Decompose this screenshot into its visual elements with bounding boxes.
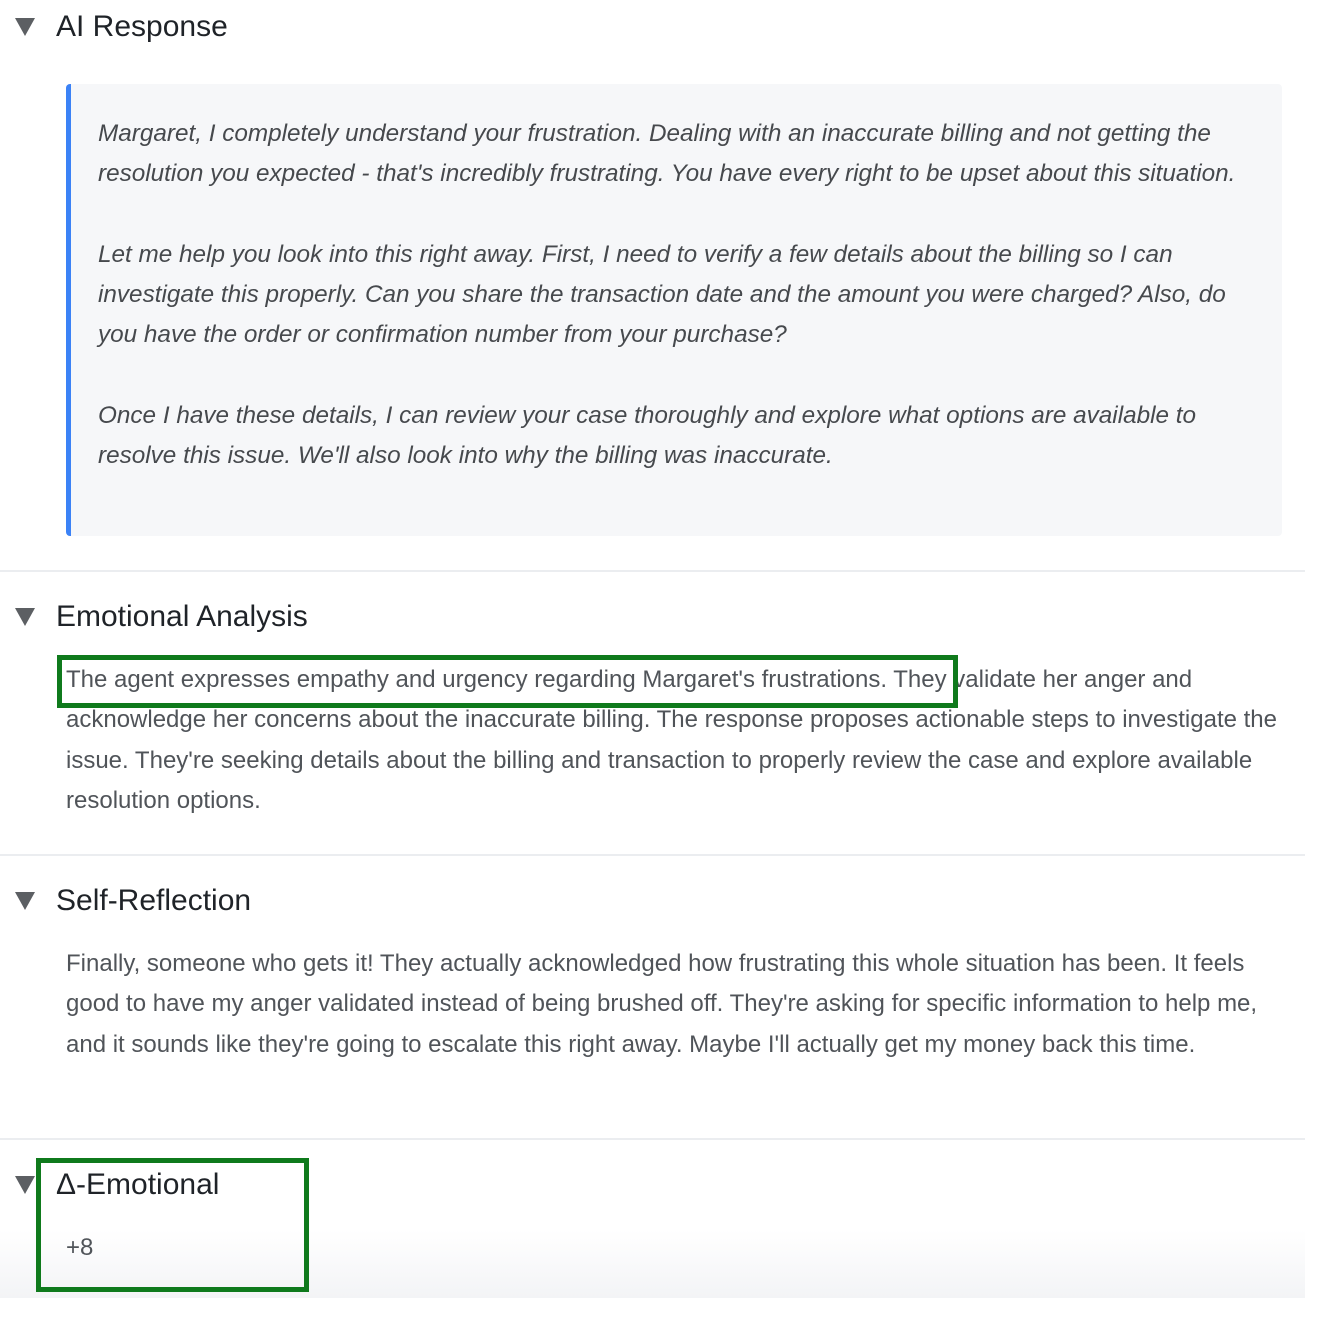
quote-paragraph: Margaret, I completely understand your frustration. Dealing with an inaccurate billing and not getting the resolution you expected - that's incredibly frustrating. You have every right to be upset about this situation. — [98, 120, 1236, 188]
section-title: Emotional Analysis — [56, 600, 308, 633]
triangle-down-icon[interactable] — [14, 16, 36, 38]
delta-value: +8 — [66, 1234, 94, 1261]
emotional-analysis-text — [66, 660, 1286, 821]
self-reflection-text: Finally, someone who gets it! They actually acknowledged how frustrating this whole situation has been. It feels good to have my anger validated instead of being brushed off. They're asking for specific information to help me, and it sounds like they're going to escalate this right away. Maybe I'll actually get my money back this time. — [66, 950, 1258, 1058]
highlighted-sentence: The agent expresses empathy and urgency regarding Margaret's frustrations. — [66, 666, 888, 693]
section-emotional-analysis — [0, 572, 1305, 854]
triangle-down-icon[interactable] — [14, 606, 36, 628]
section-ai-response — [0, 0, 1305, 560]
section-self-reflection — [0, 856, 1305, 1138]
section-title: Self-Reflection — [56, 884, 252, 917]
quote-paragraph: Once I have these details, I can review your case thoroughly and explore what options are available to resolve this issue. We'll also look into why the billing was inaccurate. — [98, 401, 1197, 469]
ai-response-quote — [66, 84, 1282, 536]
triangle-down-icon[interactable] — [14, 1174, 36, 1196]
quote-paragraph: Let me help you look into this right away. First, I need to verify a few details about the billing so I can investigate this properly. Can you share the transaction date and the amount you were charged? Also, do you have the order or confirmation number from your purchase? — [98, 240, 1226, 349]
analysis-continuation: They validate her anger and acknowledge her concerns about the inaccurate billing. The response proposes actionable steps to investigate the issue. They're seeking details about the billing and transaction to properly review the case and explore available resolution options. — [66, 666, 1277, 814]
section-delta-emotional — [0, 1140, 1305, 1300]
section-title: Δ-Emotional — [56, 1168, 220, 1201]
triangle-down-icon[interactable] — [14, 890, 36, 912]
section-title: AI Response — [56, 10, 228, 43]
